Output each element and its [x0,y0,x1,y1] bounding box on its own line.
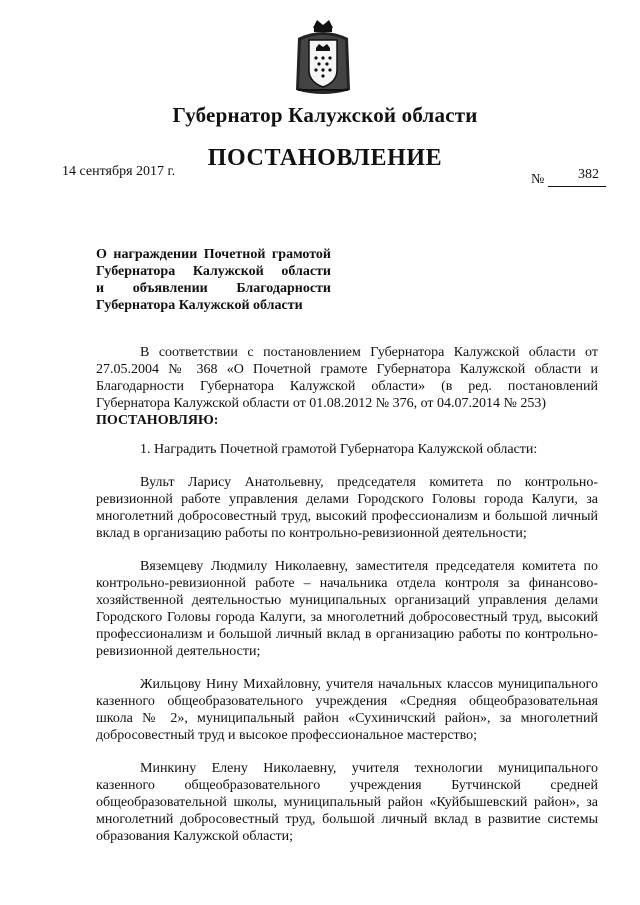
document-number-label: № [531,172,545,187]
organization-title: Губернатор Калужской области [172,103,478,127]
subject-line: Губернатора Калужской области [96,298,303,313]
document-number-underline [548,186,606,187]
awardee-paragraph: Жильцову Нину Михайловну, учителя начальных классов муниципального казенного общеобразовательного учреждения «Средняя общеобразовательная школа № 2», муниципальный район «Сухиничский район», за многолетний добросовестный труд и высокое профессиональное мастерство; [96,677,598,743]
subject-line: и объявлении Благодарности [96,281,331,296]
item-1-heading: 1. Наградить Почетной грамотой Губернатора Калужской области: [140,442,538,457]
document-body [96,344,598,845]
document-date: 14 сентября 2017 г. [62,164,176,179]
awardee-paragraph: Минкину Елену Николаевну, учителя технологии муниципального казенного общеобразовательного учреждения Бутчинской средней общеобразовательной школы, муниципальный район «Куйбышевский район», за многолетний добросовестный труд, большой личный вклад в развитие системы образования Калужской области; [96,761,598,844]
document-subject [96,246,331,314]
awardee-paragraph: Вяземцеву Людмилу Николаевну, заместителя председателя комитета по контрольно-ревизионной работе – начальника отдела контроля за финансово-хозяйственной деятельностью муниципальных организаций управления делами Городского Головы города Калуги, за многолетний добросовестный труд, высокий профессионализм и большой личный вклад в организацию работы по контрольно-ревизионной деятельности; [96,559,598,659]
document-type-title: ПОСТАНОВЛЕНИЕ [207,145,443,171]
subject-line: Губернатора Калужской области [96,264,331,279]
coat-of-arms-icon [292,18,354,98]
awardee-paragraph: Вульт Ларису Анатольевну, председателя комитета по контрольно-ревизионной работе управления делами Городского Головы города Калуги, за многолетний добросовестный труд, высокий профессионализм и большой личный вклад в организацию работы по контрольно-ревизионной деятельности; [96,475,598,541]
subject-line: О награждении Почетной грамотой [96,247,331,262]
resolve-heading: ПОСТАНОВЛЯЮ: [96,413,219,428]
document-number: 382 [578,167,599,182]
preamble-paragraph: В соответствии с постановлением Губернатора Калужской области от 27.05.2004 № 368 «О Почетной грамоте Губернатора Калужской области и Благодарности Губернатора Калужской области» (в ред. постановлений Губернатора Калужской области от 01.08.2012 № 376, от 04.07.2014 № 253) [96,345,598,411]
